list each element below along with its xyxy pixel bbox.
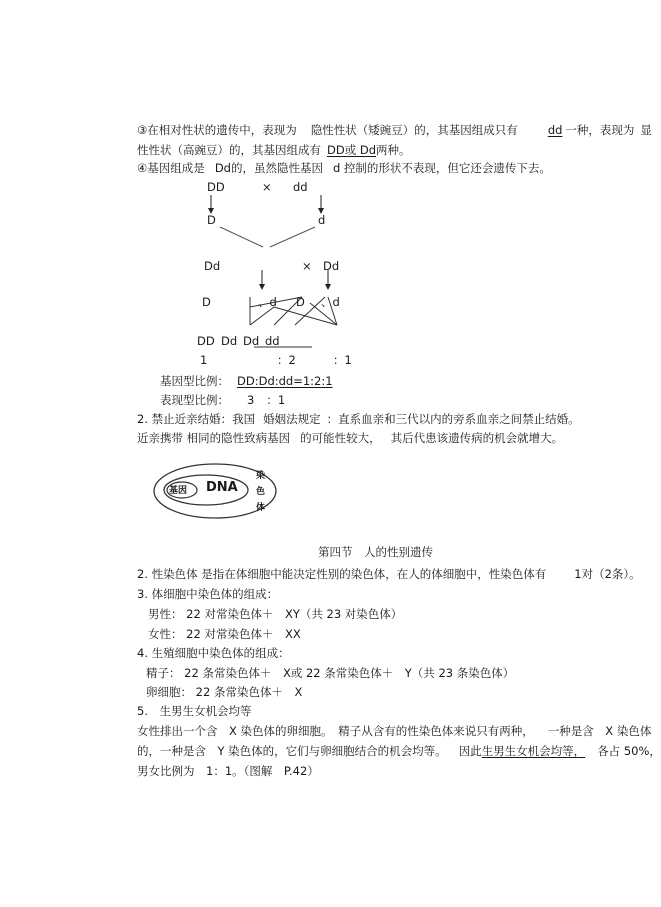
text-segment: 2. 禁止近亲结婚：我国 xyxy=(137,412,256,426)
cross-line-3 xyxy=(250,307,274,325)
recessive-line-3 xyxy=(137,160,551,176)
gamete-d-lower: d xyxy=(318,213,326,227)
text-segment: 婚姻法规定 xyxy=(263,412,321,426)
offspring-genotype-3: Dd xyxy=(243,334,260,348)
text-segment: ③在相对性状的遗传中，表现为 xyxy=(137,123,297,137)
germ-cell-heading: 4. 生殖细胞中染色体的组成： xyxy=(137,646,290,660)
recessive-line-2 xyxy=(137,142,411,158)
marriage-line-2 xyxy=(137,430,563,446)
equal-chance-heading: 5. 生男生女机会均等 xyxy=(137,704,252,718)
text-segment: 2. 性染色体 是指在体细胞中能决定性别的染色体，在人的体细胞中，性染色体有 xyxy=(137,567,547,581)
text-segment: 隐性性状（矮豌豆）的，其基因组成只有 xyxy=(310,123,518,137)
arrow-f1-right-head xyxy=(325,284,331,290)
gene-label: 基因 xyxy=(169,486,188,496)
section-title: 第四节 人的性别遗传 xyxy=(318,545,433,559)
genotype-dd: dd xyxy=(547,123,563,137)
text-segment: 女性排出一个含 X 染色体的卵细胞。 精子从含有的性染色体来说只有两种， xyxy=(137,724,534,738)
text-segment: 性性状（高豌豆）的，其基因组成有 xyxy=(137,143,321,157)
f1-gamete-4: 、d xyxy=(321,295,340,309)
dna-label: DNA xyxy=(206,480,238,495)
parent-dd-label: DD xyxy=(207,180,225,194)
female-composition: 女性： 22 对常染色体＋ XX xyxy=(148,627,301,641)
text-segment: 近亲携带 相同的隐性致病基因 xyxy=(137,431,291,445)
text-segment: ④基因组成是 xyxy=(137,161,205,175)
text-segment: 各占 50%， xyxy=(597,744,661,758)
ratio-1: 1 xyxy=(200,353,208,367)
text-segment: 1对（2条）。 xyxy=(574,567,641,581)
phenotype-ratio-label: 表现型比例： xyxy=(160,393,229,407)
f1-gamete-2: 、d xyxy=(258,295,277,309)
text-segment: d 控制的形状不表现，但它还会遗传下去。 xyxy=(332,161,551,175)
text-segment: 的可能性较大， xyxy=(300,431,381,445)
gamete-d-upper: D xyxy=(207,213,216,227)
equal-chance-line-1 xyxy=(137,723,651,739)
offspring-genotype-4: dd xyxy=(265,334,280,348)
converge-line-left xyxy=(220,227,263,247)
offspring-genotype-1: DD xyxy=(197,334,215,348)
marriage-line-1 xyxy=(137,411,580,427)
genotype-dd-or-dd: DD或 Dd xyxy=(327,143,377,157)
sex-chromosome-definition xyxy=(137,566,641,582)
converge-line-right xyxy=(270,227,315,247)
chromosome-label-1: 染 xyxy=(256,471,266,481)
gene-dna-chromosome-diagram xyxy=(150,460,280,522)
egg-composition: 卵细胞： 22 条常染色体＋ X xyxy=(146,685,303,699)
phenotype-ratio-line xyxy=(160,392,285,408)
equal-chance-emphasis: 生男生女机会均等， xyxy=(481,744,586,758)
genotype-ratio-label: 基因型比例： xyxy=(160,374,229,388)
recessive-line-1 xyxy=(137,122,652,138)
text-segment: 显 xyxy=(640,123,652,137)
text-segment: 两种。 xyxy=(376,143,411,157)
arrow-f1-left-head xyxy=(259,284,265,290)
text-segment: 其后代患该遗传病的机会就增大。 xyxy=(390,431,564,445)
cross-symbol-f1: × xyxy=(302,259,312,273)
equal-chance-line-2 xyxy=(137,743,661,759)
text-segment: ：直系血亲和三代以内的旁系血亲之间禁止结婚。 xyxy=(326,412,580,426)
f1-gamete-1: D xyxy=(202,295,211,309)
male-composition: 男性： 22 对常染色体＋ XY（共 23 对染色体） xyxy=(148,607,403,621)
phenotype-ratio-value-b: ：1 xyxy=(266,393,286,407)
f1-dd-right: Dd xyxy=(323,259,340,273)
chromosome-label-2: 色 xyxy=(256,487,266,497)
phenotype-ratio-value-a: 3 xyxy=(247,393,255,407)
text-segment: 一种，表现为 xyxy=(565,123,635,137)
text-segment: 一种是含 X 染色体 xyxy=(547,724,652,738)
text-segment: Dd的，虽然隐性基因 xyxy=(214,161,323,175)
ratio-3: ：1 xyxy=(333,353,352,367)
text-segment: 因此 xyxy=(458,744,482,758)
equal-chance-line-3: 男女比例为 1：1。（图解 P.42） xyxy=(137,764,319,778)
parent-rr-label: dd xyxy=(293,180,308,194)
chromosome-label-3: 体 xyxy=(256,503,266,513)
text-segment: 的，一种是含 Y 染色体的，它们与卵细胞结合的机会均等。 xyxy=(137,744,447,758)
f1-dd-left: Dd xyxy=(204,259,221,273)
ratio-2: ：2 xyxy=(277,353,296,367)
genotype-ratio-line xyxy=(160,373,333,389)
genetic-cross-diagram xyxy=(190,175,390,365)
genotype-ratio-value: DD:Dd:dd=1:2:1 xyxy=(237,374,333,388)
offspring-genotype-2: Dd xyxy=(221,334,238,348)
cross-symbol: × xyxy=(262,180,272,194)
somatic-cell-heading: 3. 体细胞中染色体的组成： xyxy=(137,587,279,601)
f1-gamete-3: D xyxy=(296,295,305,309)
sperm-composition: 精子： 22 条常染色体＋ X或 22 条常染色体＋ Y（共 23 条染色体） xyxy=(146,666,515,680)
